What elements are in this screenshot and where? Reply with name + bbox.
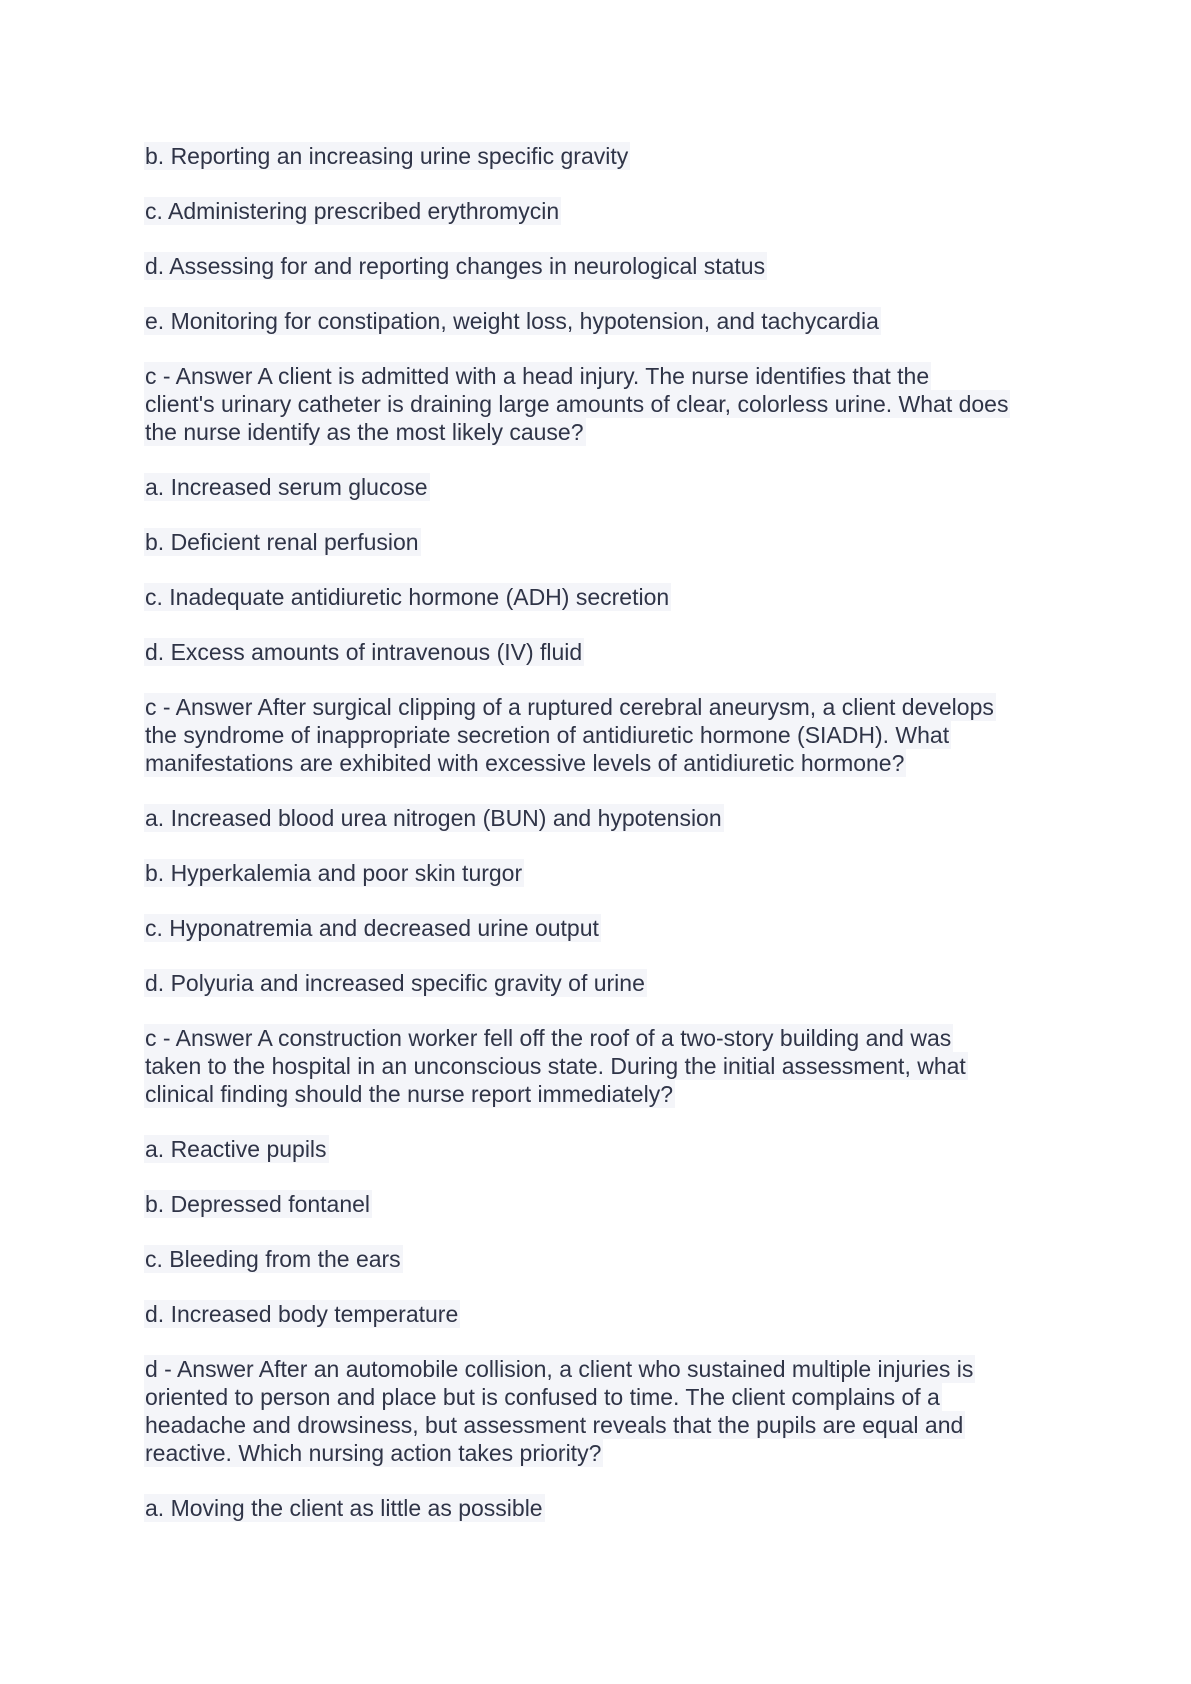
option-paragraph xyxy=(144,307,1064,335)
text-line: manifestations are exhibited with excessive levels of antidiuretic hormone? xyxy=(145,750,905,776)
option-paragraph xyxy=(144,528,1064,556)
text-line: c - Answer A construction worker fell off the roof of a two-story building and was xyxy=(145,1025,952,1051)
text-line: c. Administering prescribed erythromycin xyxy=(145,198,560,224)
option-paragraph xyxy=(144,1190,1064,1218)
text-line: e. Monitoring for constipation, weight loss, hypotension, and tachycardia xyxy=(145,308,879,334)
text-line: c. Bleeding from the ears xyxy=(145,1246,401,1272)
option-paragraph xyxy=(144,1245,1064,1273)
option-paragraph xyxy=(144,197,1064,225)
text-line: a. Increased blood urea nitrogen (BUN) and hypotension xyxy=(145,805,722,831)
text-line: oriented to person and place but is confused to time. The client complains of a xyxy=(145,1384,940,1410)
text-line: d. Assessing for and reporting changes in neurological status xyxy=(145,253,766,279)
answer-question-paragraph xyxy=(144,693,1064,777)
text-line: taken to the hospital in an unconscious state. During the initial assessment, what xyxy=(145,1053,966,1079)
text-line: reactive. Which nursing action takes priority? xyxy=(145,1440,602,1466)
text-line: d. Polyuria and increased specific gravity of urine xyxy=(145,970,645,996)
text-line: b. Depressed fontanel xyxy=(145,1191,371,1217)
option-paragraph xyxy=(144,252,1064,280)
text-line: the nurse identify as the most likely cause? xyxy=(145,419,584,445)
text-line: d. Increased body temperature xyxy=(145,1301,459,1327)
option-paragraph xyxy=(144,583,1064,611)
text-line: a. Reactive pupils xyxy=(145,1136,327,1162)
answer-question-paragraph xyxy=(144,362,1064,446)
option-paragraph xyxy=(144,638,1064,666)
text-line: d. Excess amounts of intravenous (IV) fluid xyxy=(145,639,583,665)
text-line: d - Answer After an automobile collision, a client who sustained multiple injuries is xyxy=(145,1356,974,1382)
text-line: c - Answer After surgical clipping of a ruptured cerebral aneurysm, a client develops xyxy=(145,694,994,720)
text-line: headache and drowsiness, but assessment reveals that the pupils are equal and xyxy=(145,1412,964,1438)
text-line: the syndrome of inappropriate secretion of antidiuretic hormone (SIADH). What xyxy=(145,722,950,748)
text-line: c. Hyponatremia and decreased urine output xyxy=(145,915,599,941)
answer-question-paragraph xyxy=(144,1024,1064,1108)
text-line: a. Increased serum glucose xyxy=(145,474,428,500)
text-line: client's urinary catheter is draining large amounts of clear, colorless urine. What does xyxy=(145,391,1009,417)
text-line: b. Reporting an increasing urine specific gravity xyxy=(145,143,629,169)
text-line: c - Answer A client is admitted with a head injury. The nurse identifies that the xyxy=(145,363,930,389)
text-line: a. Moving the client as little as possible xyxy=(145,1495,543,1521)
text-line: b. Hyperkalemia and poor skin turgor xyxy=(145,860,523,886)
text-line: c. Inadequate antidiuretic hormone (ADH) secretion xyxy=(145,584,670,610)
option-paragraph xyxy=(144,859,1064,887)
option-paragraph xyxy=(144,1135,1064,1163)
option-paragraph xyxy=(144,804,1064,832)
option-paragraph xyxy=(144,1494,1064,1522)
option-paragraph xyxy=(144,1300,1064,1328)
option-paragraph xyxy=(144,142,1064,170)
document-body xyxy=(144,142,1064,1549)
option-paragraph xyxy=(144,914,1064,942)
text-line: b. Deficient renal perfusion xyxy=(145,529,419,555)
text-line: clinical finding should the nurse report immediately? xyxy=(145,1081,674,1107)
answer-question-paragraph xyxy=(144,1355,1064,1467)
option-paragraph xyxy=(144,969,1064,997)
option-paragraph xyxy=(144,473,1064,501)
